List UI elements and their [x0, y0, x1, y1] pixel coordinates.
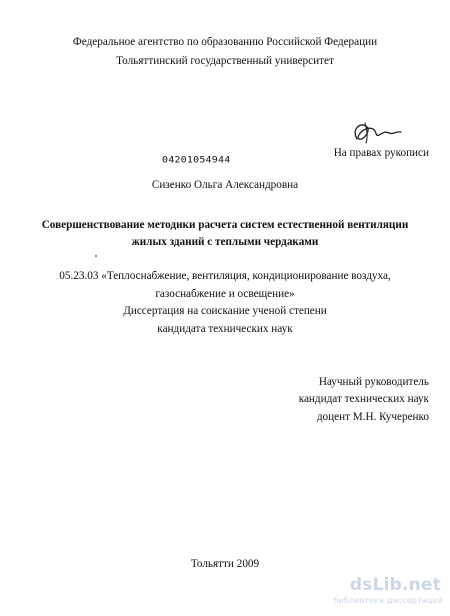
dissertation-title-line-1: Совершенствование методики расчета систем естественной вентиляции: [41, 219, 409, 231]
agency-name: Федеральное агентство по образованию Российской Федерации: [72, 36, 378, 48]
specialty-line-1: 05.23.03 «Теплоснабжение, вентиляция, кондиционирование воздуха,: [59, 270, 391, 282]
author-name: Сизенко Ольга Александровна: [151, 179, 299, 191]
dslib-subtitle: библиотека диссертаций: [333, 595, 443, 605]
supervisor-name: доцент М.Н. Кучеренко: [316, 411, 429, 423]
supervisor-label: Научный руководитель: [318, 376, 429, 388]
city-year: Тольятти 2009: [190, 558, 260, 570]
scan-speck: [95, 255, 97, 257]
degree-line-1: Диссертация на соискание ученой степени: [123, 305, 327, 317]
manuscript-rights-note: На правах рукописи: [333, 147, 429, 159]
dslib-logo: dsLib.net: [349, 575, 441, 595]
registration-number: 04201054944: [162, 155, 231, 166]
university-name: Тольяттинский государственный университет: [116, 55, 334, 67]
handwritten-signature-icon: [349, 119, 409, 147]
degree-line-2: кандидата технических наук: [157, 323, 293, 335]
supervisor-degree: кандидат технических наук: [298, 393, 429, 405]
specialty-line-2: газоснабжение и освещение»: [155, 288, 295, 300]
dissertation-title-line-2: жилых зданий с теплыми чердаками: [131, 236, 319, 248]
dslib-watermark: [303, 575, 443, 609]
